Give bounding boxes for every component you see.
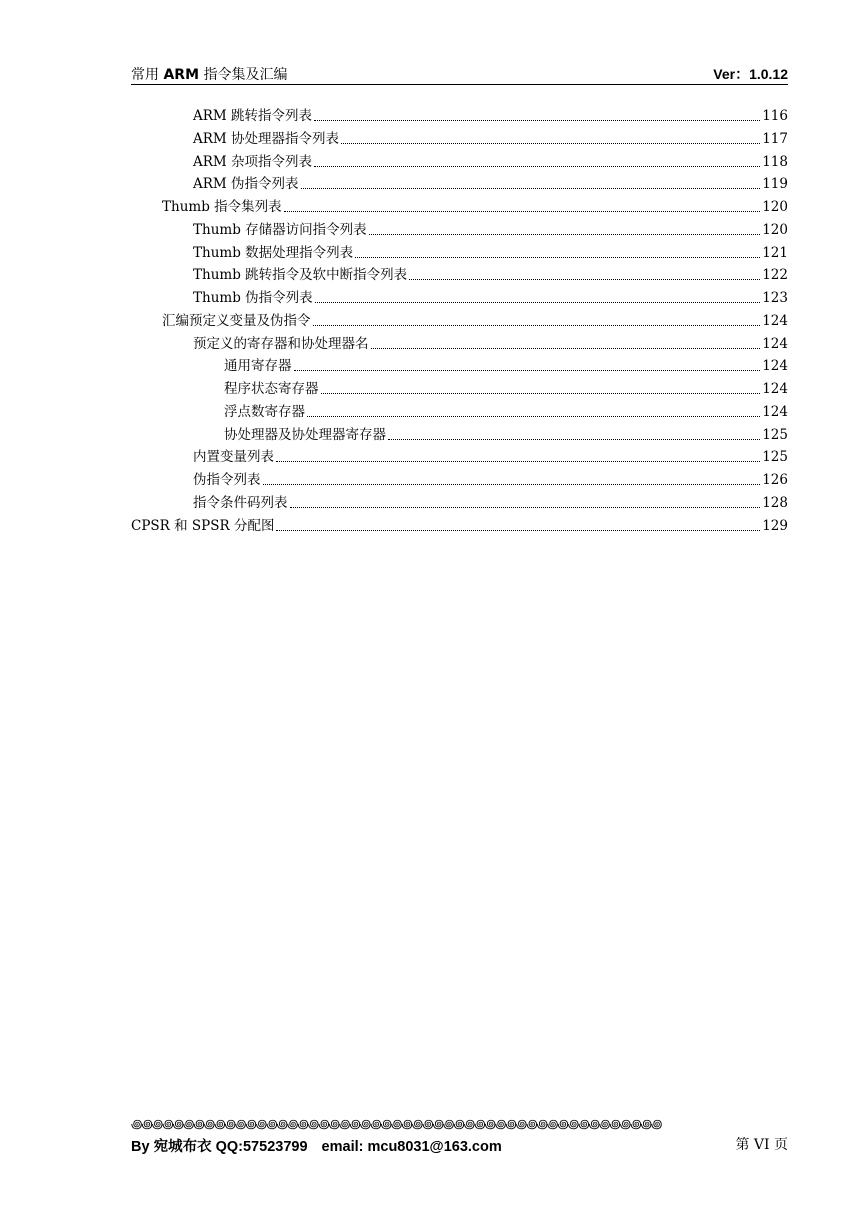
toc-entry-label: CPSR 和 SPSR 分配图: [131, 517, 275, 534]
toc-entry-page: 124: [762, 403, 788, 420]
title-prefix: 常用: [131, 67, 159, 83]
toc-entry-page: 128: [762, 494, 788, 511]
toc-entry-label: ARM 杂项指令列表: [193, 153, 313, 170]
toc-entry-page: 129: [762, 517, 788, 534]
toc-entry[interactable]: [193, 265, 788, 285]
toc-entry[interactable]: [131, 516, 788, 536]
title-arm: ARM: [163, 67, 199, 83]
toc-entry-label: Thumb 存储器访问指令列表: [193, 221, 367, 238]
toc-dot-leader: [276, 460, 760, 462]
toc-entry-label: 汇编预定义变量及伪指令: [162, 312, 311, 329]
footer-email: email: mcu8031@163.com: [321, 1139, 502, 1155]
toc-entry[interactable]: [224, 379, 788, 399]
toc-entry-label: Thumb 数据处理指令列表: [193, 244, 354, 261]
toc-entry-page: 122: [762, 267, 788, 284]
toc-entry[interactable]: [193, 152, 788, 172]
toc-entry[interactable]: [224, 356, 788, 376]
toc-dot-leader: [371, 347, 761, 349]
toc-entry-page: 124: [762, 381, 788, 397]
toc-dot-leader: [321, 392, 761, 394]
toc-entry-page: 125: [762, 426, 788, 443]
toc-dot-leader: [276, 529, 760, 531]
toc-entry-label: ARM 伪指令列表: [193, 176, 299, 193]
toc-entry[interactable]: [162, 311, 788, 331]
toc-entry[interactable]: [224, 402, 788, 422]
toc-dot-leader: [284, 210, 761, 212]
toc-entry-page: 116: [762, 108, 788, 124]
toc-dot-leader: [301, 187, 761, 189]
toc-entry[interactable]: [224, 425, 788, 445]
toc-entry-page: 124: [762, 335, 788, 352]
footer-author: 宛城布衣: [153, 1139, 212, 1155]
title-suffix: 指令集及汇编: [203, 67, 288, 83]
toc-entry-label: 伪指令列表: [193, 472, 261, 488]
toc-entry-page: 123: [762, 290, 788, 306]
toc-entry-label: ARM 协处理器指令列表: [193, 130, 340, 147]
toc-entry-page: 125: [762, 449, 788, 466]
toc-entry-page: 124: [762, 358, 788, 375]
toc-dot-leader: [315, 301, 761, 303]
toc-entry-page: 124: [762, 312, 788, 329]
toc-entry[interactable]: [162, 197, 788, 217]
version-label: Ver：1.0.12: [713, 66, 788, 82]
toc-entry[interactable]: [193, 220, 788, 240]
footer-ornament-border: ꩜꩜꩜꩜꩜꩜꩜꩜꩜꩜꩜꩜꩜꩜꩜꩜꩜꩜꩜꩜꩜꩜꩜꩜꩜꩜꩜꩜꩜꩜꩜꩜꩜꩜꩜꩜꩜꩜꩜꩜꩜꩜꩜꩜꩜꩜꩜꩜꩜꩜꩜: [131, 1117, 662, 1131]
toc-dot-leader: [355, 256, 760, 258]
toc-dot-leader: [409, 278, 760, 280]
toc-entry-label: 程序状态寄存器: [224, 381, 319, 397]
toc-dot-leader: [313, 324, 761, 326]
toc-entry-label: 预定义的寄存器和协处理器名: [193, 335, 369, 352]
toc-entry[interactable]: [193, 470, 788, 490]
page-number: 第 VI 页: [735, 1137, 788, 1153]
toc-entry-label: Thumb 伪指令列表: [193, 290, 313, 306]
toc-dot-leader: [290, 506, 761, 508]
toc-entry-label: 浮点数寄存器: [224, 403, 305, 420]
toc-entry[interactable]: [193, 334, 788, 354]
toc-dot-leader: [314, 119, 760, 121]
toc-entry-page: 120: [762, 221, 788, 238]
document-title: [131, 64, 287, 84]
toc-entry[interactable]: [193, 447, 788, 467]
toc-entry-label: 通用寄存器: [224, 358, 292, 375]
toc-entry-page: 119: [762, 176, 788, 193]
toc-entry-page: 126: [762, 472, 788, 488]
toc-entry-page: 120: [762, 199, 788, 215]
toc-dot-leader: [388, 438, 760, 440]
footer-qq: QQ:57523799: [215, 1139, 308, 1155]
toc-dot-leader: [314, 165, 760, 167]
toc-entry[interactable]: [193, 243, 788, 263]
toc-entry-label: 协处理器及协处理器寄存器: [224, 426, 386, 443]
toc-dot-leader: [307, 415, 760, 417]
toc-entry[interactable]: [193, 174, 788, 194]
toc-dot-leader: [341, 142, 760, 144]
toc-entry[interactable]: [193, 493, 788, 513]
toc-entry[interactable]: [193, 129, 788, 149]
toc-entry[interactable]: [193, 288, 788, 308]
toc-entry[interactable]: [193, 106, 788, 126]
toc-dot-leader: [369, 233, 761, 235]
toc-entry-label: ARM 跳转指令列表: [193, 108, 313, 124]
toc-entry-label: Thumb 指令集列表: [162, 199, 282, 215]
toc-dot-leader: [294, 369, 761, 371]
toc-entry-page: 117: [762, 130, 788, 147]
toc-entry-page: 121: [762, 244, 788, 261]
toc-entry-label: 指令条件码列表: [193, 494, 288, 511]
toc-entry-label: Thumb 跳转指令及软中断指令列表: [193, 267, 408, 284]
toc-entry-page: 118: [762, 153, 788, 170]
toc-entry-label: 内置变量列表: [193, 449, 274, 466]
toc-dot-leader: [263, 483, 761, 485]
footer-by: By: [131, 1139, 150, 1155]
page-header: [131, 62, 788, 85]
footer-credits: [131, 1135, 502, 1156]
